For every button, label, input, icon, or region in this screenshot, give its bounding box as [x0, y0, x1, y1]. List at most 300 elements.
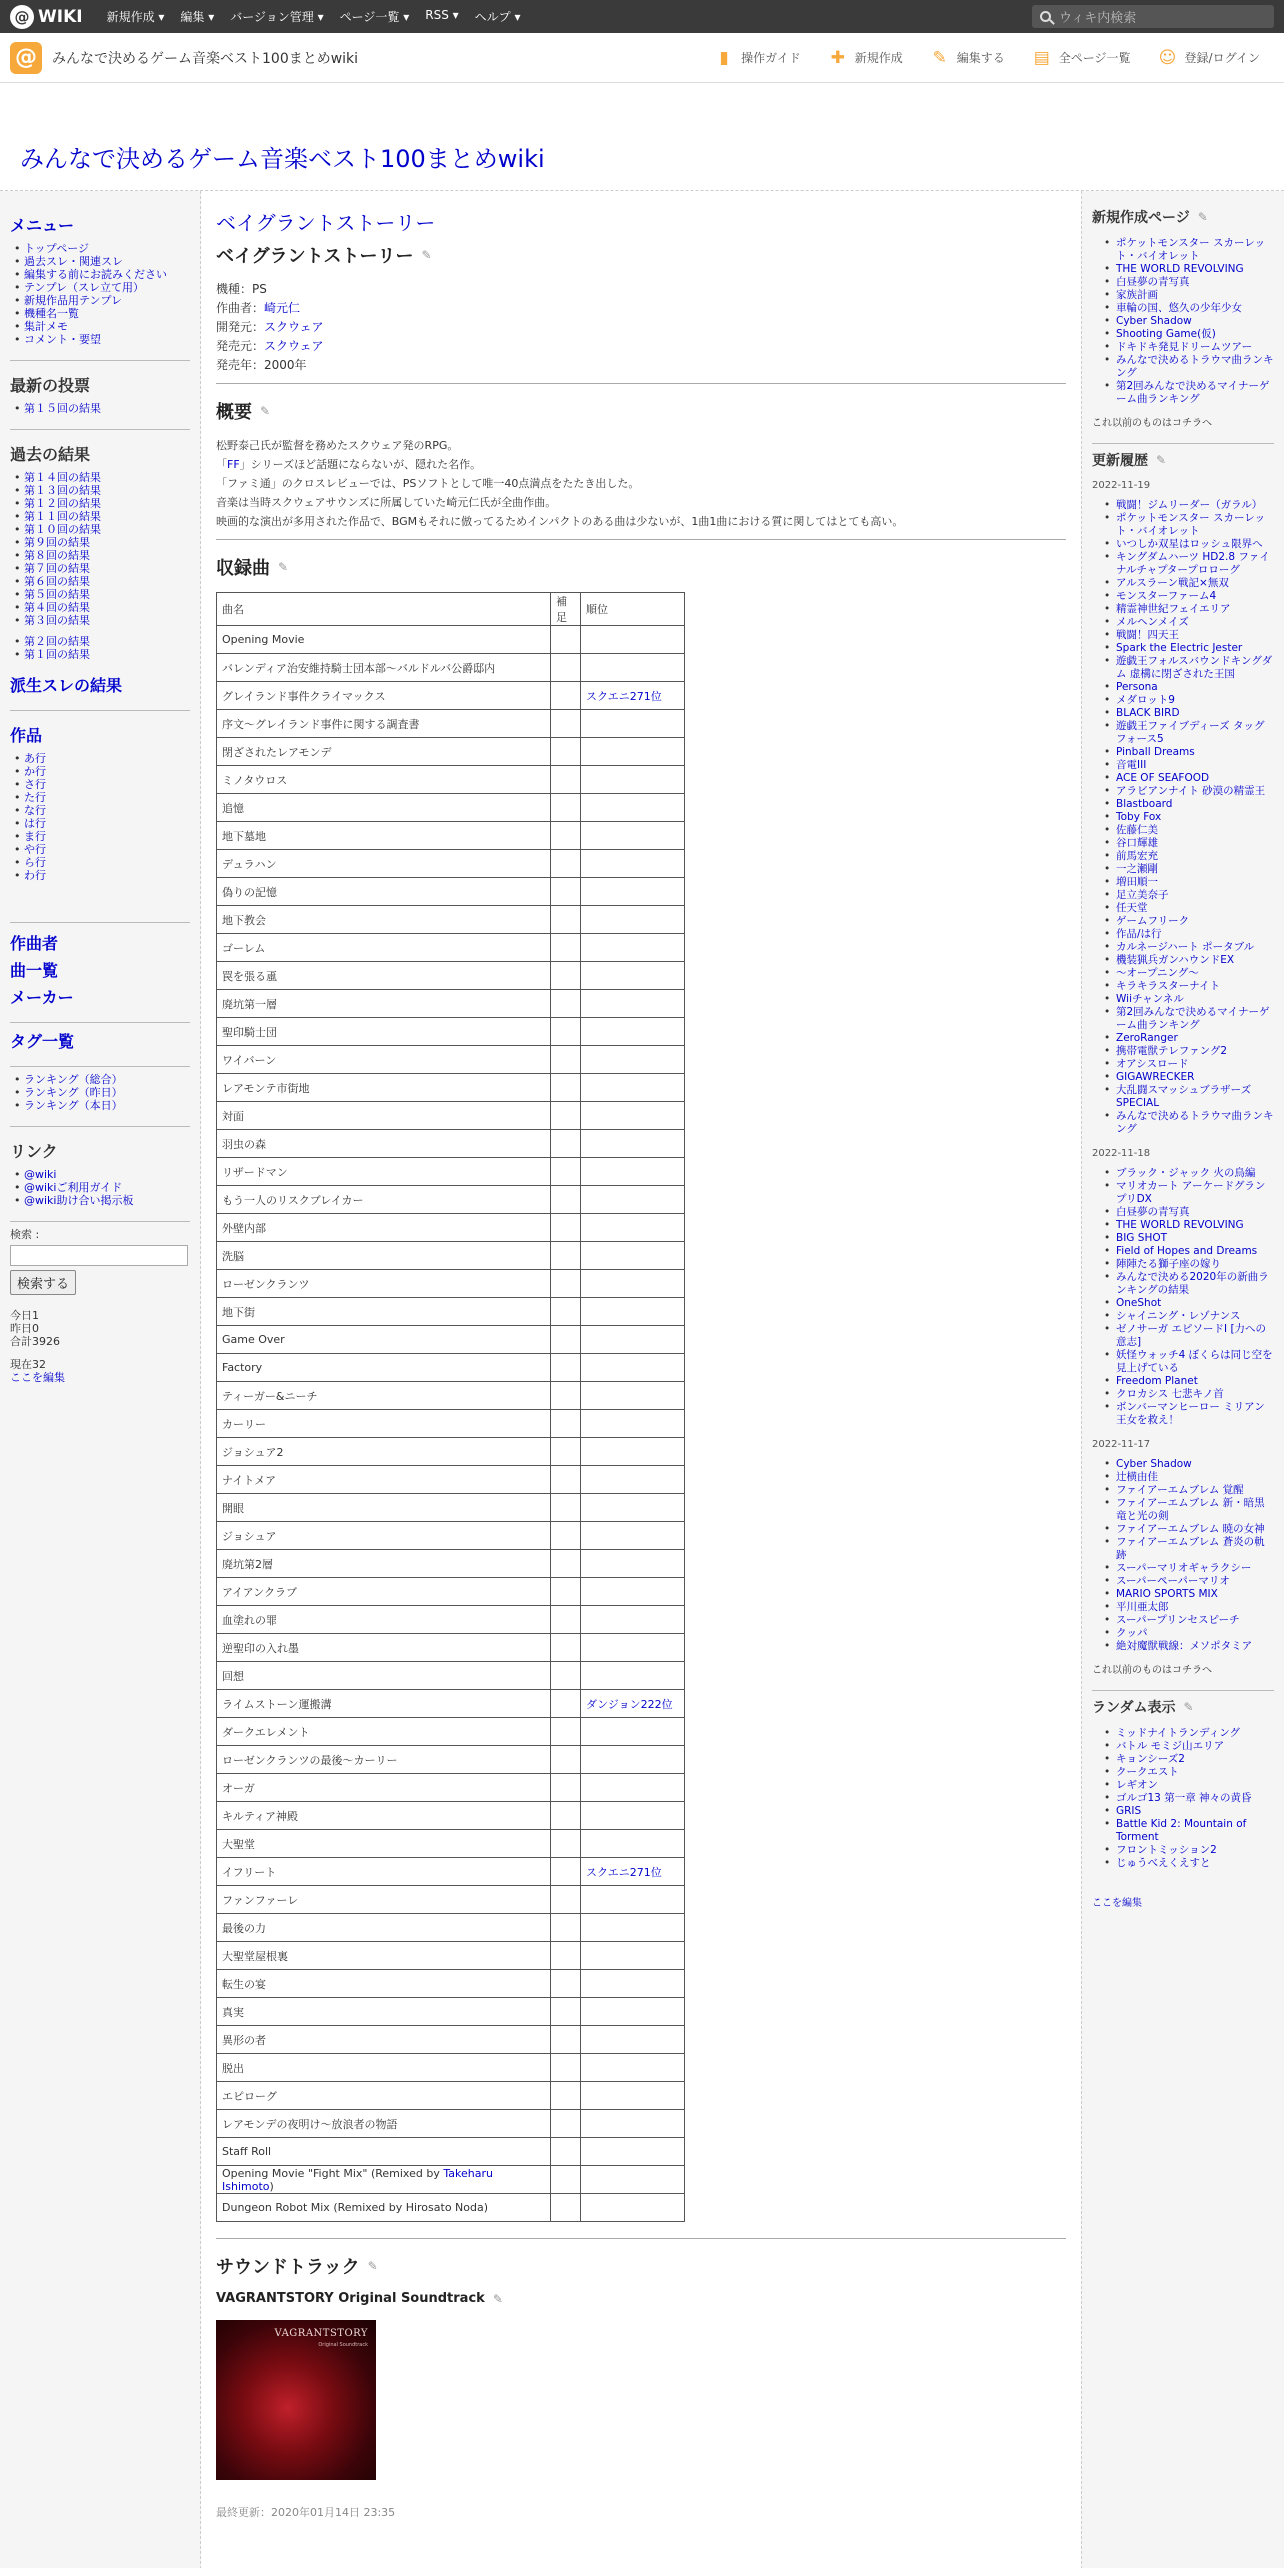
- menu-item-link[interactable]: 編集する前にお読みください: [24, 268, 167, 281]
- track-rank: [581, 1830, 685, 1858]
- track-title: レアモンデの夜明け～放浪者の物語: [217, 2110, 551, 2138]
- past-item-link[interactable]: 第９回の結果: [24, 536, 90, 549]
- track-title: ゴーレム: [217, 934, 551, 962]
- history-item-link[interactable]: ブラック・ジャック 火の鳥編: [1116, 1167, 1256, 1179]
- rank-link[interactable]: ダンジョン222位: [586, 1697, 673, 1711]
- track-rank: [581, 1186, 685, 1214]
- history-item-link[interactable]: THE WORLD REVOLVING: [1116, 1219, 1244, 1231]
- history-item-link[interactable]: 増田順一: [1116, 876, 1158, 888]
- track-note: [551, 1242, 581, 1270]
- table-row: [217, 1466, 685, 1494]
- history-item-link[interactable]: 谷口輝雄: [1116, 837, 1158, 849]
- history-item-link[interactable]: ポケットモンスター スカーレット・バイオレット: [1116, 512, 1266, 537]
- history-item-link[interactable]: Freedom Planet: [1116, 1375, 1198, 1387]
- works-list: [10, 752, 190, 882]
- ff-link[interactable]: FF: [227, 458, 240, 471]
- history-item-link[interactable]: Wiiチャンネル: [1116, 993, 1184, 1005]
- track-title: 廃坑第2層: [217, 1550, 551, 1578]
- history-item-link[interactable]: 陣陣たる獅子座の嫁り: [1116, 1258, 1221, 1270]
- history-item-link[interactable]: 絶対魔獣戦線：メソポタミア: [1116, 1640, 1253, 1652]
- search-button[interactable]: 検索する: [10, 1270, 76, 1295]
- rank-link[interactable]: スクエニ271位: [586, 1865, 662, 1879]
- history-item-link[interactable]: 辻横由佳: [1116, 1471, 1158, 1483]
- menu-item-link[interactable]: 機種名一覧: [24, 307, 79, 320]
- track-rank: [581, 1774, 685, 1802]
- stat-line: 合計3926: [10, 1335, 60, 1348]
- history-item-link[interactable]: Spark the Electric Jester: [1116, 642, 1243, 654]
- history-item-link[interactable]: メダロット9: [1116, 694, 1175, 706]
- history-item-link[interactable]: 機装猟兵ガンハウンドEX: [1116, 954, 1235, 966]
- page-heading[interactable]: ベイグラントストーリー: [216, 211, 436, 235]
- track-title: 大聖堂屋根裏: [217, 1942, 551, 1970]
- history-item-link[interactable]: Persona: [1116, 681, 1158, 693]
- history-item-link[interactable]: 大乱闘スマッシュブラザーズ SPECIAL: [1116, 1084, 1252, 1109]
- site-name[interactable]: みんなで決めるゲーム音楽ベスト100まとめwiki: [52, 50, 359, 67]
- history-item: [1116, 850, 1274, 863]
- pencil-icon[interactable]: ✎: [367, 2259, 378, 2273]
- history-item-link[interactable]: キングダムハーツ HD2.8 ファイナルチャプタープロローグ: [1116, 551, 1270, 576]
- wiki-search-input[interactable]: [1032, 5, 1274, 28]
- history-item-link[interactable]: 一之瀬剛: [1116, 863, 1158, 875]
- latest-heading: 最新の投票: [10, 376, 91, 395]
- latest-item-link[interactable]: 第１５回の結果: [24, 402, 101, 415]
- random-item-link[interactable]: ミッドナイトランディング: [1116, 1727, 1241, 1739]
- history-item-link[interactable]: クッパ: [1116, 1627, 1148, 1639]
- history-item-link[interactable]: ACE OF SEAFOOD: [1116, 772, 1210, 784]
- track-note: [551, 1718, 581, 1746]
- track-rank: [581, 1074, 685, 1102]
- random-item-link[interactable]: フロントミッション2: [1116, 1844, 1217, 1856]
- history-item: [1116, 538, 1274, 551]
- history-item: [1116, 1349, 1274, 1375]
- link-item: [24, 1168, 190, 1181]
- top-menu-item[interactable]: ヘルプ ▾: [474, 10, 521, 24]
- track-note: [551, 1270, 581, 1298]
- table-row: [217, 822, 685, 850]
- new-page-item: [1116, 263, 1274, 276]
- divider: [10, 710, 190, 711]
- track-rank: [581, 1578, 685, 1606]
- works-item-link[interactable]: さ行: [24, 778, 46, 791]
- history-item-link[interactable]: 戦闘！四天王: [1116, 629, 1179, 641]
- history-item-link[interactable]: 足立美奈子: [1116, 889, 1169, 901]
- works-item-link[interactable]: か行: [24, 765, 46, 778]
- past-item-link[interactable]: 第１０回の結果: [24, 523, 101, 536]
- track-title: 偽りの記憶: [217, 878, 551, 906]
- ranking-item: [24, 1073, 190, 1086]
- ranking-item-link[interactable]: ランキング（昨日）: [24, 1086, 123, 1099]
- track-title: Factory: [217, 1354, 551, 1382]
- random-item: [1116, 1779, 1274, 1792]
- history-item-link[interactable]: アルスラーン戦記×無双: [1116, 577, 1229, 589]
- album-cover-image[interactable]: [216, 2320, 376, 2480]
- pencil-icon[interactable]: ✎: [1156, 453, 1167, 467]
- history-item-link[interactable]: ZeroRanger: [1116, 1032, 1178, 1044]
- history-item-link[interactable]: キラキラスターナイト: [1116, 980, 1220, 992]
- history-item-link[interactable]: メルヘンメイズ: [1116, 616, 1189, 628]
- history-item-link[interactable]: BIG SHOT: [1116, 1232, 1168, 1244]
- table-row: [217, 906, 685, 934]
- info-value[interactable]: スクウェア: [264, 320, 324, 334]
- history-item-link[interactable]: ファイアーエムブレム 新・暗黒竜と光の剣: [1116, 1497, 1265, 1522]
- history-item-link[interactable]: 精霊神世紀フェイエリア: [1116, 603, 1231, 615]
- menu-item: [24, 320, 190, 333]
- derived-link[interactable]: 派生スレの結果: [10, 676, 123, 695]
- history-item-link[interactable]: みんなで決めるトラウマ曲ランキング: [1116, 1110, 1274, 1135]
- history-item-link[interactable]: アラビアンナイト 砂漠の精霊王: [1116, 785, 1266, 797]
- history-item: [1116, 1232, 1274, 1245]
- new-page-item-link[interactable]: Shooting Game(仮): [1116, 328, 1216, 340]
- track-title: ワイバーン: [217, 1046, 551, 1074]
- track-rank: [581, 1606, 685, 1634]
- history-item-link[interactable]: ボンバーマンヒーロー ミリアン王女を救え！: [1116, 1401, 1265, 1426]
- pencil-icon[interactable]: ✎: [1197, 210, 1208, 224]
- history-item-link[interactable]: 任天堂: [1116, 902, 1148, 914]
- random-item-link[interactable]: キョンシーズ2: [1116, 1753, 1185, 1765]
- divider: [1092, 1690, 1274, 1691]
- track-note: [551, 1606, 581, 1634]
- edit-left-link[interactable]: ここを編集: [10, 1371, 65, 1384]
- pencil-icon[interactable]: ✎: [278, 560, 289, 574]
- top-menu-item[interactable]: 編集 ▾: [180, 10, 215, 24]
- menu-item: [24, 281, 190, 294]
- track-title: リザードマン: [217, 1158, 551, 1186]
- history-item-link[interactable]: 平川亜太郎: [1116, 1601, 1169, 1613]
- new-page-item-link[interactable]: ドキドキ発見ドリームツアー: [1116, 341, 1253, 353]
- track-rank: [581, 1410, 685, 1438]
- link-item-link[interactable]: @wiki助け合い掲示板: [24, 1194, 134, 1207]
- top-menu-item[interactable]: ページ一覧 ▾: [339, 10, 410, 24]
- history-item: [1116, 655, 1274, 681]
- past-item-link[interactable]: 第１回の結果: [24, 648, 90, 661]
- track-title: 大聖堂: [217, 1830, 551, 1858]
- site-action-plus[interactable]: [815, 49, 917, 67]
- history-item-link[interactable]: Blastboard: [1116, 798, 1173, 810]
- top-menu-item[interactable]: バージョン管理 ▾: [230, 10, 324, 24]
- history-item-link[interactable]: 白昼夢の青写真: [1116, 1206, 1190, 1218]
- menu-heading[interactable]: メニュー: [10, 216, 75, 235]
- table-row: [217, 1578, 685, 1606]
- history-item-link[interactable]: Cyber Shadow: [1116, 1458, 1192, 1470]
- table-row: [217, 1298, 685, 1326]
- rank-link[interactable]: スクエニ271位: [586, 689, 662, 703]
- new-page-item-link[interactable]: Cyber Shadow: [1116, 315, 1192, 327]
- past-item-link[interactable]: 第８回の結果: [24, 549, 90, 562]
- table-row: [217, 1326, 685, 1354]
- history-item: [1116, 1206, 1274, 1219]
- track-title: 対面: [217, 1102, 551, 1130]
- track-note: [551, 1858, 581, 1886]
- info-value[interactable]: スクウェア: [264, 339, 324, 353]
- new-page-item-link[interactable]: 白昼夢の青写真: [1116, 276, 1190, 288]
- menu-item-link[interactable]: テンプレ（スレ立て用）: [24, 281, 145, 294]
- menu-item-link[interactable]: トップページ: [24, 242, 90, 255]
- track-note: [551, 1438, 581, 1466]
- site-action-document[interactable]: [1019, 49, 1145, 67]
- history-item: [1116, 590, 1274, 603]
- track-title: 回想: [217, 1662, 551, 1690]
- top-menu-item[interactable]: RSS ▾: [425, 8, 459, 22]
- track-title: 最後の力: [217, 1914, 551, 1942]
- history-item-link[interactable]: シャイニング・レゾナンス: [1116, 1310, 1241, 1322]
- history-item-link[interactable]: GIGAWRECKER: [1116, 1071, 1195, 1083]
- older-new-link[interactable]: これ以前のものはコチラへ: [1092, 418, 1212, 429]
- history-item-link[interactable]: ゼノサーガ エピソードI [力への意志]: [1116, 1323, 1267, 1348]
- works-item-link[interactable]: ま行: [24, 830, 46, 843]
- new-page-item: [1116, 289, 1274, 302]
- past-item-link[interactable]: 第１４回の結果: [24, 471, 101, 484]
- game-info: [216, 280, 1066, 375]
- history-item-link[interactable]: ファイアーエムブレム 暁の女神: [1116, 1523, 1265, 1535]
- menu-item-link[interactable]: コメント・要望: [24, 333, 101, 346]
- history-item-link[interactable]: ファイアーエムブレム 覚醒: [1116, 1484, 1244, 1496]
- history-item-link[interactable]: 前馬宏充: [1116, 850, 1158, 862]
- history-item: [1116, 876, 1274, 889]
- past-item-link[interactable]: 第４回の結果: [24, 601, 90, 614]
- past-item: [24, 510, 190, 523]
- history-item-link[interactable]: ゲームフリーク: [1116, 915, 1190, 927]
- random-item-link[interactable]: バトル モミジ山エリア: [1116, 1740, 1225, 1752]
- history-item: [1116, 928, 1274, 941]
- track-note: [551, 626, 581, 654]
- site-action-pencil[interactable]: [917, 49, 1019, 67]
- history-item: [1116, 551, 1274, 577]
- menu-item: [24, 333, 190, 346]
- new-page-item-link[interactable]: 第2回みんなで決めるマイナーゲーム曲ランキング: [1116, 380, 1270, 405]
- top-menu-item[interactable]: 新規作成 ▾: [106, 10, 165, 24]
- track-title: ジョシュア2: [217, 1438, 551, 1466]
- history-item-link[interactable]: 遊戯王フォルスバウンドキングダム 虚構に閉ざされた王国: [1116, 655, 1273, 680]
- overview-line: 映画的な演出が多用された作品で、BGMもそれに倣ってるためインパクトのある曲は少ないが、1曲1曲における質に関してはとても高い。: [216, 515, 904, 528]
- track-note: [551, 1466, 581, 1494]
- track-note: [551, 682, 581, 710]
- history-item: [1116, 941, 1274, 954]
- table-row: [217, 2026, 685, 2054]
- history-item-link[interactable]: クロカシス 七悲キノ首: [1116, 1388, 1224, 1400]
- new-page-item-link[interactable]: ポケットモンスター スカーレット・バイオレット: [1116, 237, 1266, 262]
- random-item-link[interactable]: GRIS: [1116, 1805, 1142, 1817]
- history-item-link[interactable]: スーパーマリオギャラクシー: [1116, 1562, 1252, 1574]
- track-title: ティーガー&ニーチ: [217, 1382, 551, 1410]
- history-item-link[interactable]: ファイアーエムブレム 蒼炎の軌跡: [1116, 1536, 1265, 1561]
- random-item-link[interactable]: Battle Kid 2: Mountain of Torment: [1116, 1818, 1247, 1843]
- track-rank: [581, 2194, 685, 2222]
- table-row: [217, 1158, 685, 1186]
- history-item-link[interactable]: 作品/は行: [1116, 928, 1162, 940]
- menu-item-link[interactable]: 新規作品用テンプレ: [24, 294, 123, 307]
- ranking-item-link[interactable]: ランキング（総合）: [24, 1073, 123, 1086]
- table-row: [217, 682, 685, 710]
- random-item-link[interactable]: じゅうべえくえすと: [1116, 1857, 1211, 1869]
- past-item-link[interactable]: 第３回の結果: [24, 614, 90, 627]
- history-item-link[interactable]: スーパーペーパーマリオ: [1116, 1575, 1230, 1587]
- menu-item: [24, 268, 190, 281]
- info-value[interactable]: 崎元仁: [264, 301, 301, 315]
- track-note: [551, 1494, 581, 1522]
- link-item-link[interactable]: @wiki: [24, 1168, 57, 1181]
- site-action-book[interactable]: [701, 49, 815, 67]
- track-title: 閉ざされたレアモンデ: [217, 738, 551, 766]
- track-rank: [581, 1634, 685, 1662]
- works-item-link[interactable]: な行: [24, 804, 46, 817]
- overview-line: 松野泰己氏が監督を務めたスクウェア発のRPG。: [216, 439, 459, 452]
- history-list: [1092, 1167, 1274, 1427]
- history-item: [1116, 707, 1274, 720]
- random-item-link[interactable]: ゴルゴ13 第一章 神々の黄昏: [1116, 1792, 1252, 1804]
- pencil-icon[interactable]: ✎: [421, 248, 432, 262]
- older-history-link[interactable]: これ以前のものはコチラへ: [1092, 1665, 1212, 1676]
- history-item-link[interactable]: 遊戯王ファイブディーズ タッグフォース5: [1116, 720, 1265, 745]
- track-title: ミノタウロス: [217, 766, 551, 794]
- track-note: [551, 850, 581, 878]
- track-rank: [581, 878, 685, 906]
- history-item: [1116, 746, 1274, 759]
- history-item-link[interactable]: OneShot: [1116, 1297, 1162, 1309]
- track-rank: [581, 1326, 685, 1354]
- works-item-link[interactable]: わ行: [24, 869, 46, 882]
- divider: [10, 1126, 190, 1127]
- site-action-user-add[interactable]: [1145, 49, 1274, 67]
- track-rank: [581, 2082, 685, 2110]
- history-item-link[interactable]: ～オープニング～: [1116, 967, 1199, 979]
- maker-link[interactable]: メーカー: [10, 988, 74, 1007]
- history-item-link[interactable]: 佐藤仁美: [1116, 824, 1158, 836]
- works-item-link[interactable]: ら行: [24, 856, 46, 869]
- site-action-label: 新規作成: [854, 51, 903, 65]
- past-item-link[interactable]: 第１１回の結果: [24, 510, 101, 523]
- songlist-link[interactable]: 曲一覧: [10, 961, 59, 980]
- history-item: [1116, 1219, 1274, 1232]
- track-note: [551, 1410, 581, 1438]
- track-title: ファンファーレ: [217, 1886, 551, 1914]
- site-logo-icon[interactable]: @: [10, 42, 42, 74]
- history-item-link[interactable]: 音電III: [1116, 759, 1147, 771]
- past-item-link[interactable]: 第１２回の結果: [24, 497, 101, 510]
- date-label: 2022-11-18: [1092, 1148, 1151, 1159]
- past-item-link[interactable]: 第５回の結果: [24, 588, 90, 601]
- track-title: ローゼンクランツ: [217, 1270, 551, 1298]
- works-item-link[interactable]: あ行: [24, 752, 46, 765]
- track-rank: [581, 1158, 685, 1186]
- pencil-icon[interactable]: ✎: [492, 2291, 503, 2306]
- works-item: [24, 817, 190, 830]
- col-header-note: 補足: [551, 593, 581, 626]
- track-title: カーリー: [217, 1410, 551, 1438]
- track-note: [551, 1886, 581, 1914]
- history-item-link[interactable]: 第2回みんなで決めるマイナーゲーム曲ランキング: [1116, 1006, 1270, 1031]
- new-page-item-link[interactable]: 車輪の国、悠久の少年少女: [1116, 302, 1242, 314]
- history-item: [1116, 1388, 1274, 1401]
- random-item: [1116, 1740, 1274, 1753]
- history-item-link[interactable]: オアシスロード: [1116, 1058, 1189, 1070]
- track-rank: [581, 1018, 685, 1046]
- track-title: キルティア神殿: [217, 1802, 551, 1830]
- wiki-title[interactable]: みんなで決めるゲーム音楽ベスト100まとめwiki: [20, 145, 545, 173]
- pencil-icon[interactable]: ✎: [1183, 1700, 1194, 1714]
- history-item-link[interactable]: みんなで決める2020年の新曲ランキングの結果: [1116, 1271, 1269, 1296]
- pencil-icon[interactable]: ✎: [260, 404, 271, 418]
- divider: [10, 1221, 190, 1222]
- remixer-link[interactable]: Takeharu Ishimoto: [222, 2166, 493, 2193]
- history-item: [1116, 720, 1274, 746]
- works-item: [24, 791, 190, 804]
- history-item-link[interactable]: いつしか双星はロッシュ限界へ: [1116, 538, 1263, 550]
- track-rank: [581, 682, 685, 710]
- table-row: [217, 2138, 685, 2166]
- random-item-link[interactable]: クークエスト: [1116, 1766, 1179, 1778]
- atwiki-logo[interactable]: [10, 5, 83, 29]
- track-note: [551, 1774, 581, 1802]
- history-item: [1116, 1058, 1274, 1071]
- history-item-link[interactable]: 妖怪ウォッチ4 ぼくらは同じ空を見上げている: [1116, 1349, 1273, 1374]
- track-rank: [581, 1242, 685, 1270]
- menu-item-link[interactable]: 過去スレ・関連スレ: [24, 255, 123, 268]
- sidebar-search-input[interactable]: [10, 1245, 188, 1266]
- link-item-link[interactable]: @wikiご利用ガイド: [24, 1181, 123, 1194]
- track-rank: [581, 1718, 685, 1746]
- track-note: [551, 1382, 581, 1410]
- top-menu: [99, 8, 529, 25]
- history-item-link[interactable]: BLACK BIRD: [1116, 707, 1180, 719]
- history-item-link[interactable]: Pinball Dreams: [1116, 746, 1195, 758]
- history-item-link[interactable]: Toby Fox: [1116, 811, 1162, 823]
- history-item-link[interactable]: モンスターファーム4: [1116, 590, 1217, 602]
- menu-item: [24, 294, 190, 307]
- random-item-link[interactable]: レギオン: [1116, 1779, 1158, 1791]
- track-title: ローゼンクランツの最後～カーリー: [217, 1746, 551, 1774]
- new-page-item-link[interactable]: みんなで決めるトラウマ曲ランキング: [1116, 354, 1274, 379]
- past-item-link[interactable]: 第２回の結果: [24, 635, 90, 648]
- history-item-link[interactable]: MARIO SPORTS MIX: [1116, 1588, 1218, 1600]
- past-item-link[interactable]: 第７回の結果: [24, 562, 90, 575]
- past-item: [24, 562, 190, 575]
- track-note: [551, 906, 581, 934]
- visitor-stats: [10, 1309, 190, 1348]
- track-title: アイアンクラブ: [217, 1578, 551, 1606]
- works-item-link[interactable]: た行: [24, 791, 46, 804]
- history-item-link[interactable]: カルネージハート ポータブル: [1116, 941, 1255, 953]
- edit-right-link[interactable]: ここを編集: [1092, 1898, 1142, 1909]
- history-item-link[interactable]: 携帯電獣テレファング2: [1116, 1045, 1228, 1057]
- track-rank: [581, 1046, 685, 1074]
- past-item: [24, 635, 190, 648]
- tags-link[interactable]: タグ一覧: [10, 1032, 75, 1051]
- history-item-link[interactable]: Field of Hopes and Dreams: [1116, 1245, 1258, 1257]
- history-item-link[interactable]: スーパープリンセスピーチ: [1116, 1614, 1240, 1626]
- track-title: 序文～グレイランド事件に関する調査書: [217, 710, 551, 738]
- history-item: [1116, 616, 1274, 629]
- track-note: [551, 1914, 581, 1942]
- past-list-2: [10, 635, 190, 661]
- works-item-link[interactable]: は行: [24, 817, 46, 830]
- ranking-item-link[interactable]: ランキング（本日）: [24, 1099, 123, 1112]
- past-item-link[interactable]: 第１３回の結果: [24, 484, 101, 497]
- composer-link[interactable]: 作曲者: [10, 934, 59, 953]
- track-title: エピローグ: [217, 2082, 551, 2110]
- new-page-item-link[interactable]: THE WORLD REVOLVING: [1116, 263, 1244, 275]
- menu-item-link[interactable]: 集計メモ: [24, 320, 68, 333]
- table-row: [217, 1074, 685, 1102]
- table-row: [217, 1186, 685, 1214]
- history-item-link[interactable]: 戦闘！ジムリーダー（ガラル）: [1116, 499, 1263, 511]
- menu-item: [24, 255, 190, 268]
- works-heading[interactable]: 作品: [10, 726, 43, 745]
- track-note: [551, 1354, 581, 1382]
- past-item-link[interactable]: 第６回の結果: [24, 575, 90, 588]
- works-item-link[interactable]: や行: [24, 843, 46, 856]
- history-item-link[interactable]: マリオカート アーケードグランプリDX: [1116, 1180, 1266, 1205]
- new-page-item-link[interactable]: 家族計画: [1116, 289, 1158, 301]
